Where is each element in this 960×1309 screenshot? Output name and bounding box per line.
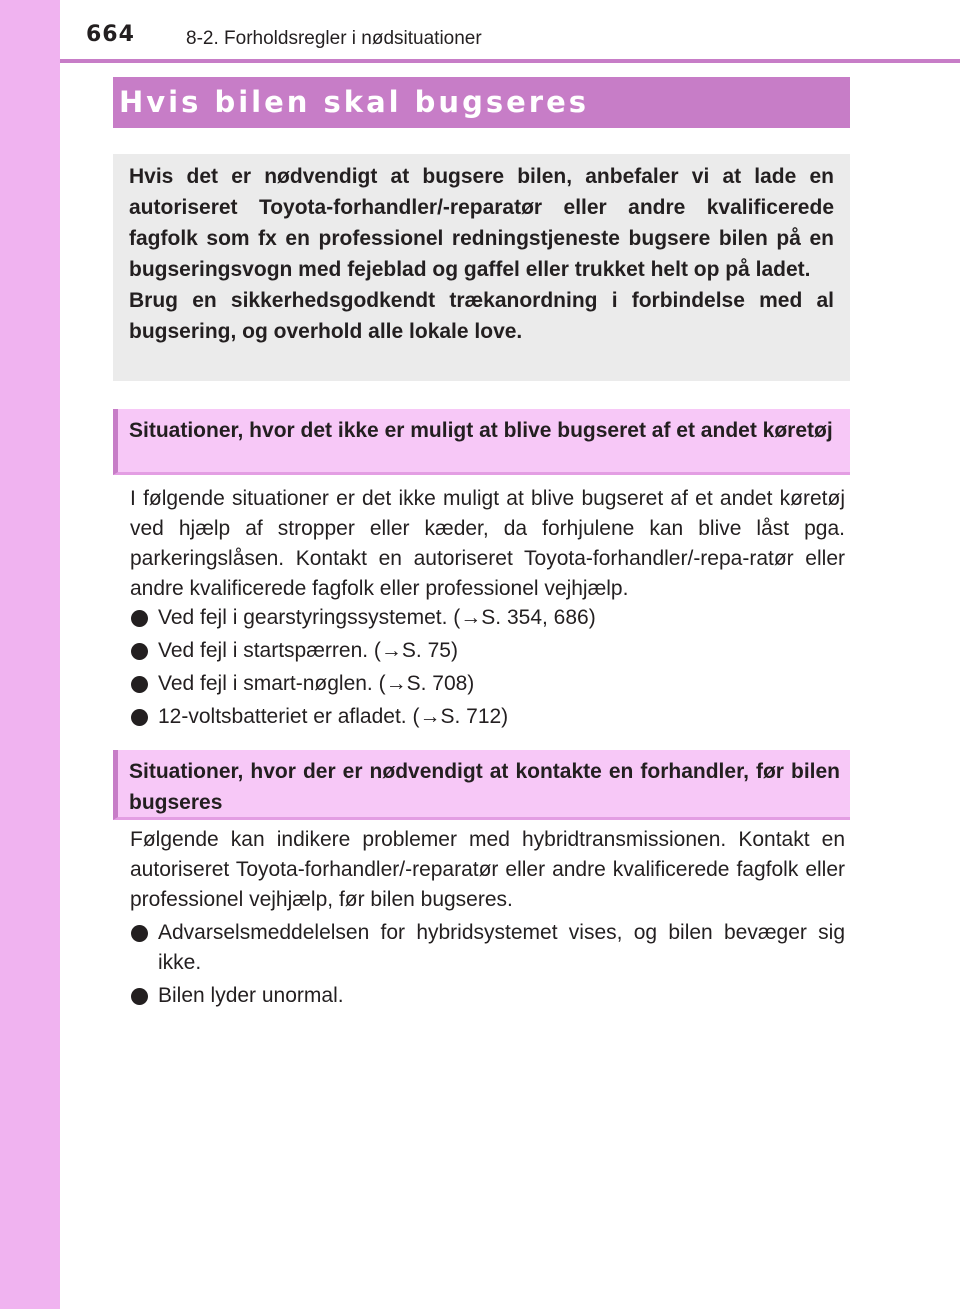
section-2-body: Følgende kan indikere problemer med hybridtransmissionen. Kontakt en autoriseret Toyota-forhandler/-reparatør eller andre kvalificerede fagfolk eller professionel vejhjælp, før bilen bugseres. <box>130 828 845 911</box>
running-head: 8-2. Forholdsregler i nødsituationer <box>186 28 482 49</box>
bullet-icon <box>131 610 148 627</box>
bullet-icon <box>131 643 148 660</box>
section-2-bullet-list <box>130 918 845 1014</box>
list-item <box>130 702 845 732</box>
list-item <box>130 636 845 666</box>
list-item <box>130 603 845 633</box>
list-item <box>130 669 845 699</box>
bullet-icon <box>131 925 148 942</box>
intro-paragraph-2: Brug en sikkerhedsgodkendt trækanordning i forbindelse med al bugsering, og overhold alle lokale love. <box>129 289 834 343</box>
list-item <box>130 918 845 978</box>
list-item-text: Ved fejl i gearstyringssystemet. (→S. 354, 686) <box>158 606 596 629</box>
bullet-icon <box>131 709 148 726</box>
list-item-text: Bilen lyder unormal. <box>158 984 344 1007</box>
intro-text <box>129 161 834 347</box>
list-item-text: Ved fejl i startspærren. (→S. 75) <box>158 639 458 662</box>
section-1-bullet-list <box>130 603 845 735</box>
subheading-1-text: Situationer, hvor det ikke er muligt at blive bugseret af et andet køretøj <box>129 419 833 442</box>
bullet-icon <box>131 676 148 693</box>
page-number: 664 <box>86 22 135 47</box>
bullet-icon <box>131 988 148 1005</box>
section-title-bar <box>113 77 850 128</box>
section-title: Hvis bilen skal bugseres <box>119 85 589 119</box>
list-item-text: Ved fejl i smart-nøglen. (→S. 708) <box>158 672 475 695</box>
intro-box <box>113 154 850 381</box>
header-rule <box>60 59 960 63</box>
subheading-2-text: Situationer, hvor der er nødvendigt at kontakte en forhandler, før bilen bugseres <box>129 760 840 814</box>
list-item-text: Advarselsmeddelelsen for hybridsystemet vises, og bilen bevæger sig ikke. <box>158 921 845 974</box>
list-item <box>130 981 845 1011</box>
intro-paragraph-1: Hvis det er nødvendigt at bugsere bilen, anbefaler vi at lade en autoriseret Toyota-forhandler/-reparatør eller andre kvalificerede fagfolk som fx en professionel redningstjeneste bugsere bilen på en bugseringsvogn med fejeblad og gaffel eller trukket helt op på ladet. <box>129 165 834 281</box>
section-1-body: I følgende situationer er det ikke muligt at blive bugseret af et andet køretøj ved hjælp af stropper eller kæder, da forhjulene kan blive låst pga. parkeringslåsen. Kontakt en autoriseret Toyota-forhandler/-repa-ratør eller andre kvalificerede fagfolk eller professionel vejhjælp. <box>130 487 845 600</box>
subheading-2 <box>113 750 850 820</box>
chapter-side-strip <box>0 0 60 1309</box>
subheading-1 <box>113 409 850 475</box>
list-item-text: 12-voltsbatteriet er afladet. (→S. 712) <box>158 705 509 728</box>
